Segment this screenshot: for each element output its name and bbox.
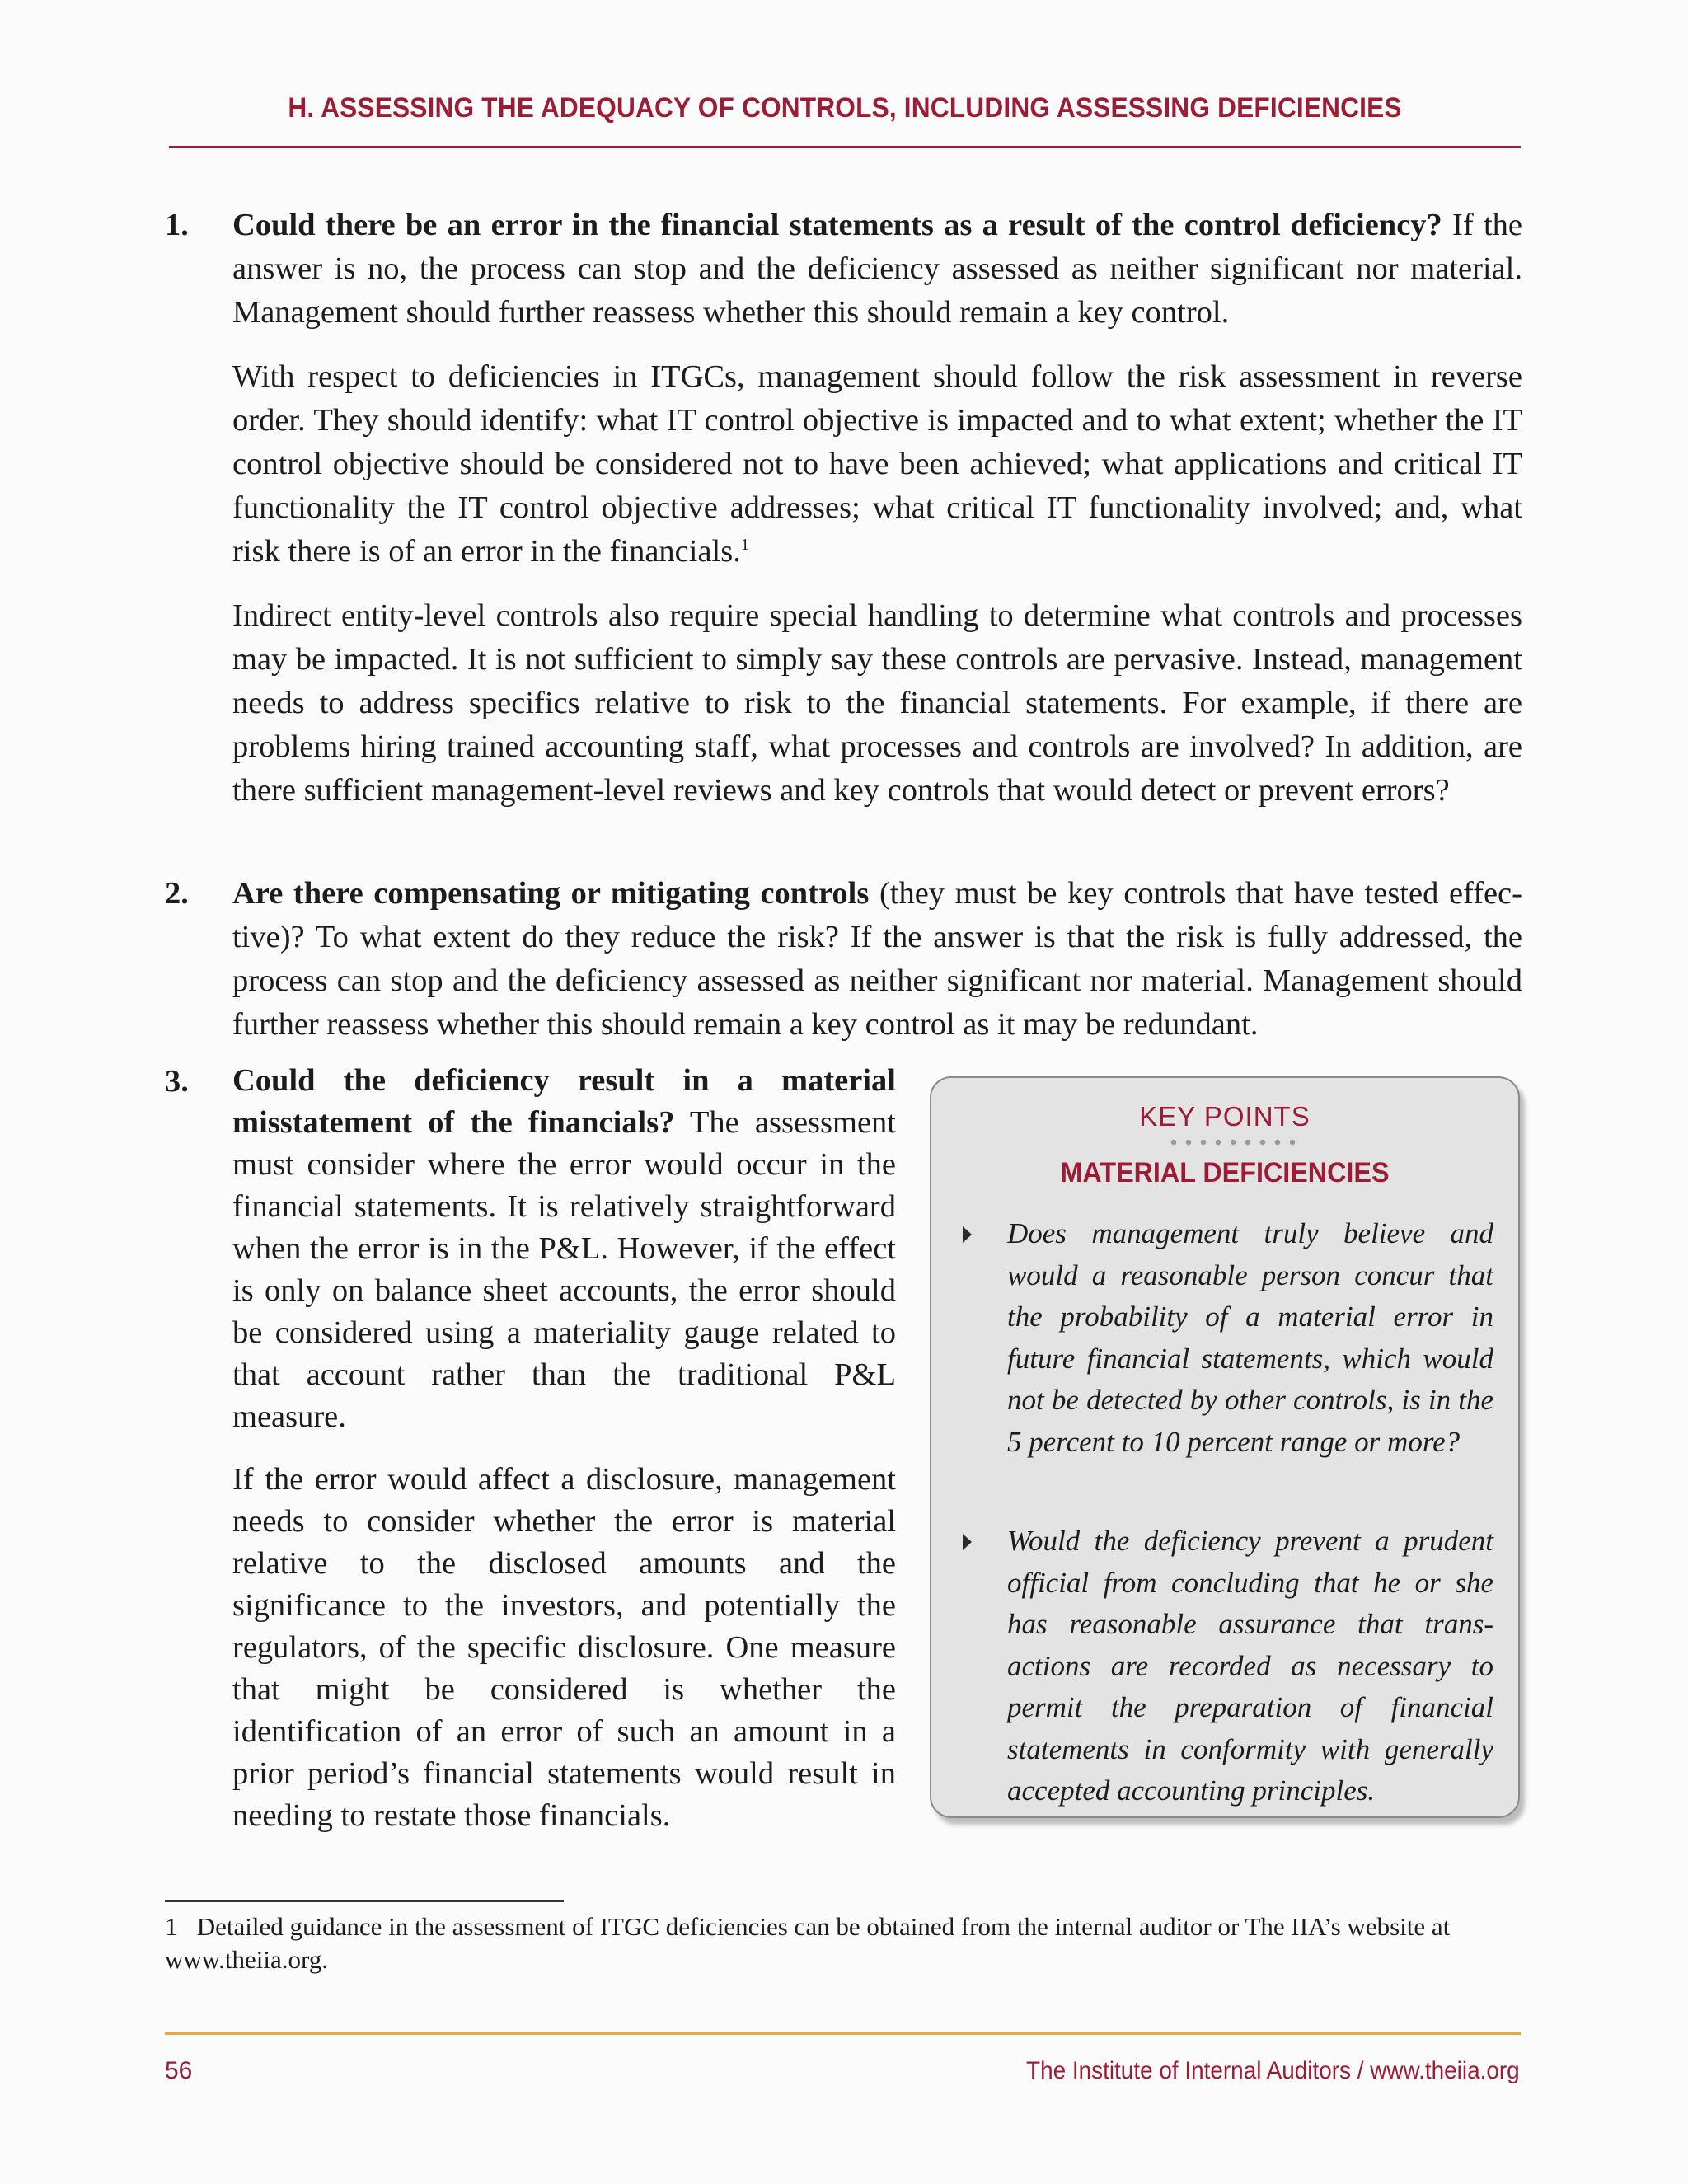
footer-source: The Institute of Internal Auditors / www.theiia.org bbox=[1026, 2057, 1520, 2084]
footnote-text: Detailed guidance in the assessment of ITGC deficiencies can be obtained from the internal auditor or The IIA’s website at www.theiia.org. bbox=[165, 1912, 1451, 1974]
item-2 bbox=[232, 872, 1522, 1047]
item-2-lead: Are there compensating or mitigating controls bbox=[232, 876, 870, 911]
item-3-lead-rest: The assessment must consider where the error would occur in the financial statements. It is relatively straightforward when the error is in the P&L. However, if the effect is only on balance sheet accounts, the error should be considered using a materiality gauge related to that account rather than the traditional P&L measure. bbox=[232, 1105, 896, 1434]
item-2-number: 2. bbox=[165, 876, 189, 911]
footnote-number: 1 bbox=[165, 1912, 178, 1941]
footnote bbox=[165, 1910, 1521, 1976]
key-points-dots bbox=[1166, 1139, 1298, 1146]
item-3-para-2: If the error would affect a disclosure, management needs to consider whether the error is material relative to the disclosed amounts and the significance to the investors, and potentially the regulators, of the specific disclosure. One measure that might be considered is whether the identification of an error of such an amount in a prior period’s financial statements would result in needing to restate those financials. bbox=[232, 1462, 896, 1833]
item-2-para-1 bbox=[232, 872, 1522, 1047]
footer-divider bbox=[165, 2032, 1521, 2035]
key-points-label: KEY POINTS bbox=[1139, 1101, 1311, 1132]
bullet-triangle-icon bbox=[963, 1226, 972, 1243]
item-1-para-1 bbox=[232, 204, 1522, 335]
footnote-ref: 1 bbox=[740, 536, 749, 555]
item-3 bbox=[232, 1060, 896, 1837]
item-1-lead-rest: If the answer is no, the process can stop and the deficiency assessed as neither significant nor material. Management should further reassess whether this should remain a key control. bbox=[232, 208, 1522, 330]
section-header: H. ASSESSING THE ADEQUACY OF CONTROLS, INCLUDING ASSESSING DEFICIENCIES bbox=[288, 92, 1402, 124]
item-2-lead-rest: (they must be key controls that have tested effective)? To what extent do they reduce the risk? If the answer is that the risk is fully addressed, the process can stop and the deficiency assessed as neither significant nor material. Management should further reassess whether this should remain a key control as it may be redundant. bbox=[232, 876, 1522, 1042]
item-1-para-3: Indirect entity-level controls also require special handling to determine what controls and processes may be impacted. It is not sufficient to simply say these controls are pervasive. Instead, management needs to address specifics relative to risk to the financial statements. For example, if there are problems hiring trained accounting staff, what processes and controls are involved? In addition, are there sufficient management-level reviews and key controls that would detect or prevent errors? bbox=[232, 598, 1522, 808]
page-number: 56 bbox=[165, 2057, 193, 2084]
item-3-para-1 bbox=[232, 1060, 896, 1438]
key-point-2: Would the deficiency prevent a prudent official from concluding that he or she has reasonable assurance that transactions are recorded as necessary to permit the preparation of financial statements in conformity with generally accepted accounting principles. bbox=[1007, 1525, 1493, 1807]
key-points-box bbox=[930, 1076, 1520, 1818]
item-3-lead: Could the deficiency result in a material misstatement of the financials? bbox=[232, 1063, 896, 1140]
item-1-number: 1. bbox=[165, 208, 189, 242]
item-1 bbox=[232, 204, 1522, 813]
item-1-lead: Could there be an error in the financial statements as a result of the control deficiency? bbox=[232, 208, 1442, 242]
item-1-para-2 bbox=[232, 355, 1522, 574]
footnote-divider bbox=[165, 1900, 564, 1902]
key-point-1: Does management truly believe and would a reasonable person concur that the probability of a material error in future financial statements, which would not be detected by other controls, is in the 5 percent to 10 percent range or more? bbox=[1007, 1217, 1493, 1458]
item-3-number: 3. bbox=[165, 1064, 189, 1099]
header-divider bbox=[169, 146, 1521, 148]
item-1-para-2-text: With respect to deficiencies in ITGCs, management should follow the risk assessment in reverse order. They should identify: what IT control objective is impacted and to what extent; whether the IT control objective should be considered not to have been achieved; what applications and critical IT functionality the IT control objective addresses; what critical IT functionality involved; and, what risk there is of an error in the financials. bbox=[232, 359, 1522, 569]
key-points-title: MATERIAL DEFICIENCIES bbox=[1060, 1157, 1390, 1188]
bullet-triangle-icon bbox=[963, 1534, 972, 1550]
